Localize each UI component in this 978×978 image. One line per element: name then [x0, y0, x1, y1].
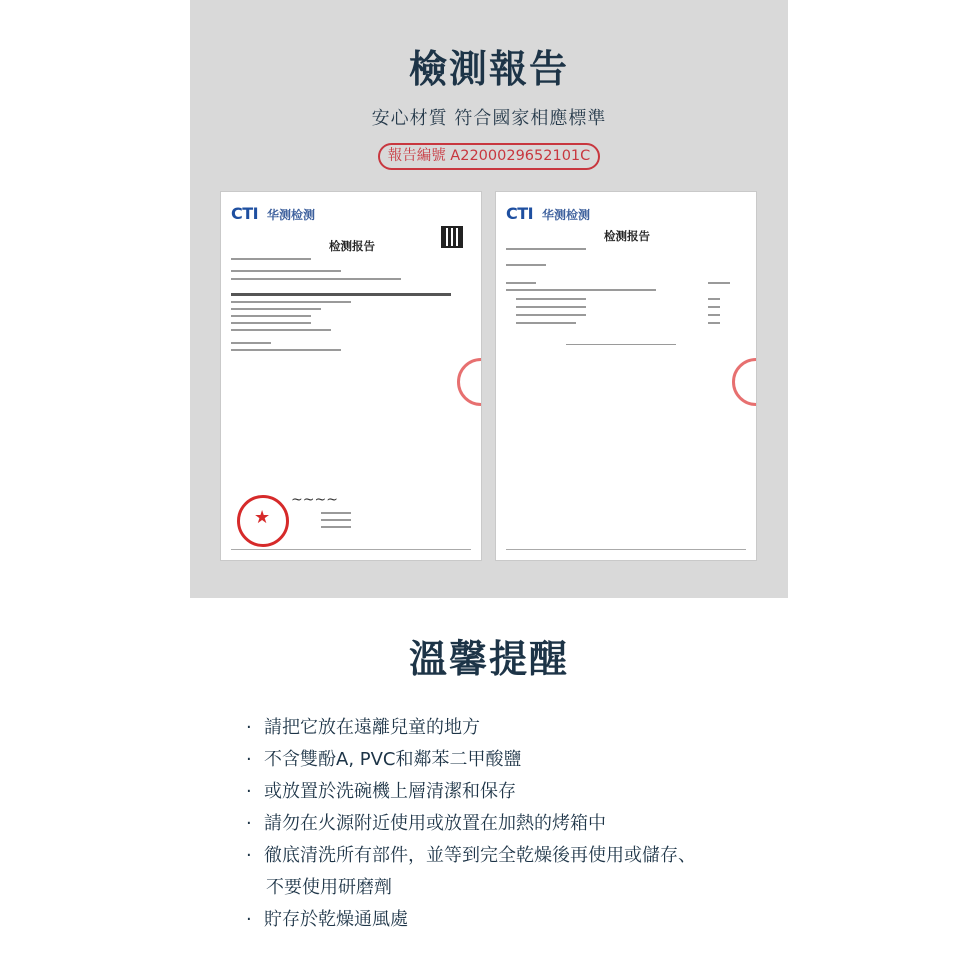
footer-divider: [506, 549, 746, 550]
seal-stamp-icon: [237, 495, 289, 547]
text-line: [231, 342, 271, 344]
text-line: [506, 282, 536, 284]
text-line: [231, 293, 451, 296]
list-item: · 或放置於洗碗機上層清潔和保存: [246, 781, 516, 802]
text-line: [506, 264, 546, 266]
text-line: [708, 282, 730, 284]
text-line: [231, 322, 311, 324]
qr-code-icon: [441, 226, 463, 248]
text-line: [516, 314, 586, 316]
cti-logo-chinese: 华测检测: [267, 208, 316, 222]
document-heading: 检测报告: [604, 229, 650, 243]
text-line: [506, 289, 656, 291]
footer-divider: [231, 549, 471, 550]
signature: ~~~~: [291, 492, 338, 508]
text-line: [231, 329, 331, 331]
text-line: [231, 349, 341, 351]
text-line: [231, 278, 401, 280]
report-document-page-1: [220, 191, 482, 561]
cti-logo: CTI: [231, 204, 259, 223]
text-line: [231, 315, 311, 317]
list-item: · 請勿在火源附近使用或放置在加熱的烤箱中: [246, 813, 606, 834]
text-line: [321, 526, 351, 528]
page-subtitle: 安心材質 符合國家相應標準: [371, 108, 607, 129]
text-line: [516, 298, 586, 300]
text-line: [321, 519, 351, 521]
cti-logo: CTI: [506, 204, 534, 223]
text-line: [708, 306, 720, 308]
list-item: · 不含雙酚A, PVC和鄰苯二甲酸鹽: [246, 749, 522, 770]
text-line: [516, 322, 576, 324]
text-line: [708, 322, 720, 324]
text-line: [321, 512, 351, 514]
page-title: 檢測報告: [408, 47, 569, 91]
text-line: [708, 314, 720, 316]
seal-stamp-icon: [457, 358, 482, 406]
text-line: [566, 344, 676, 345]
text-line: [231, 308, 321, 310]
text-line: [231, 258, 311, 260]
text-line: [506, 248, 586, 250]
list-item: · 徹底清洗所有部件，並等到完全乾燥後再使用或儲存、 不要使用研磨劑: [246, 845, 696, 898]
document-heading: 检测报告: [329, 239, 375, 253]
text-line: [231, 270, 341, 272]
text-line: [231, 301, 351, 303]
list-item: · 貯存於乾燥通風處: [246, 909, 408, 930]
list-item: · 請把它放在遠離兒童的地方: [246, 717, 480, 738]
text-line: [516, 306, 586, 308]
seal-stamp-icon: [732, 358, 757, 406]
cti-logo-chinese: 华测检测: [542, 208, 591, 222]
reminder-title: 溫馨提醒: [408, 637, 569, 681]
text-line: [708, 298, 720, 300]
report-number-badge: 報告編號 A2200029652101C: [378, 143, 600, 170]
reminder-list: [246, 712, 766, 936]
report-document-page-2: [495, 191, 757, 561]
